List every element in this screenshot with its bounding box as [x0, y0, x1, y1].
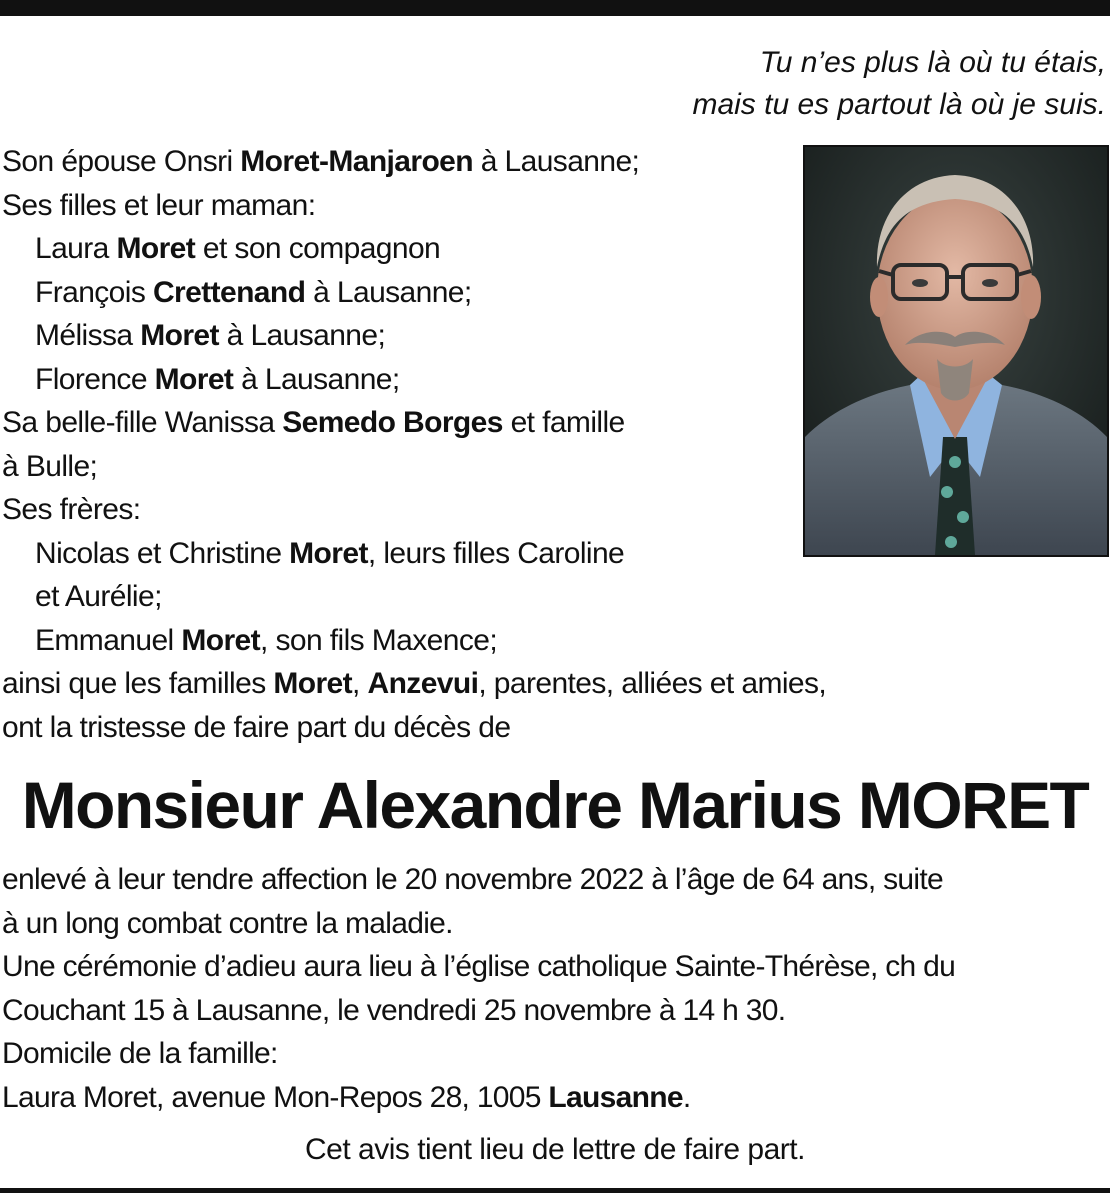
nicolas-name: Moret: [289, 536, 368, 570]
top-rule: [0, 0, 1110, 16]
spouse-prefix: Son épouse Onsri: [2, 145, 241, 178]
spouse-name: Moret-Manjaroen: [240, 145, 473, 178]
emmanuel-suffix: , son fils Maxence;: [260, 623, 498, 657]
stepdaughter-continuation: à Bulle;: [2, 449, 98, 483]
family-address: [2, 1076, 1110, 1120]
details-line-2: à un long combat contre la maladie.: [2, 906, 453, 940]
nicolas-continuation: et Aurélie;: [35, 580, 162, 613]
florence-name: Moret: [154, 362, 234, 396]
families-separator: ,: [352, 667, 368, 700]
families-line: [2, 662, 827, 706]
francois-prefix: François: [35, 275, 153, 309]
details-line-1: enlevé à leur tendre affection le 20 novembre 2022 à l’âge de 64 ans, suite: [2, 863, 943, 896]
emmanuel-line: [2, 619, 792, 663]
nicolas-suffix: , leurs filles Caroline: [367, 536, 625, 570]
spouse-line: [2, 140, 792, 184]
families-prefix: ainsi que les familles: [2, 667, 274, 700]
ceremony-line-1: Une cérémonie d’adieu aura lieu à l’église catholique Sainte-Thérèse, ch du: [2, 950, 956, 983]
emmanuel-prefix: Emmanuel: [35, 623, 182, 657]
death-details: [2, 858, 1110, 1119]
laura-name: Moret: [116, 232, 196, 265]
daughters-heading: Ses filles et leur maman:: [2, 188, 316, 222]
melissa-prefix: Mélissa: [35, 319, 141, 352]
bottom-rule: [0, 1188, 1110, 1193]
nicolas-line: [2, 532, 792, 576]
portrait-illustration: [805, 147, 1107, 555]
spouse-suffix: à Lausanne;: [472, 145, 640, 178]
laura-prefix: Laura: [35, 232, 117, 265]
deceased-name: Monsieur Alexandre Marius MORET: [21, 768, 1089, 842]
stepdaughter-name: Semedo Borges: [282, 406, 503, 439]
families-name-1: Moret: [273, 667, 353, 700]
francois-suffix: à Lausanne;: [305, 275, 472, 309]
families-suffix: , parentes, alliées et amies,: [478, 667, 827, 700]
family-list: [2, 140, 827, 749]
brothers-heading: Ses frères:: [2, 493, 141, 526]
address-prefix: Laura Moret, avenue Mon-Repos 28, 1005: [2, 1080, 549, 1114]
emmanuel-name: Moret: [181, 623, 261, 657]
melissa-name: Moret: [140, 319, 219, 352]
florence-prefix: Florence: [35, 362, 155, 396]
laura-suffix: et son compagnon: [195, 232, 441, 265]
quote-line-1: Tu n’es plus là où tu étais,: [759, 46, 1106, 79]
francois-line: [2, 271, 792, 315]
stepdaughter-line: [2, 401, 792, 445]
nicolas-prefix: Nicolas et Christine: [35, 536, 290, 570]
francois-name: Crettenand: [152, 275, 306, 309]
florence-line: [2, 358, 792, 402]
stepdaughter-prefix: Sa belle-fille Wanissa: [2, 406, 283, 439]
address-suffix: .: [682, 1080, 691, 1114]
closing-note: Cet avis tient lieu de lettre de faire part.: [305, 1133, 805, 1166]
announcement-line: ont la tristesse de faire part du décès de: [2, 710, 511, 744]
melissa-line: [2, 314, 792, 358]
stepdaughter-suffix: et famille: [502, 406, 625, 439]
portrait-photo: [803, 145, 1109, 557]
florence-suffix: à Lausanne;: [233, 362, 400, 396]
melissa-suffix: à Lausanne;: [218, 319, 386, 352]
families-name-2: Anzevui: [367, 667, 479, 700]
family-home-heading: Domicile de la famille:: [2, 1037, 278, 1070]
address-city: Lausanne: [548, 1080, 683, 1114]
quote-line-2: mais tu es partout là où je suis.: [692, 88, 1106, 121]
ceremony-line-2: Couchant 15 à Lausanne, le vendredi 25 novembre à 14 h 30.: [2, 993, 786, 1027]
epitaph-quote: [692, 42, 1106, 126]
laura-line: [2, 227, 792, 271]
